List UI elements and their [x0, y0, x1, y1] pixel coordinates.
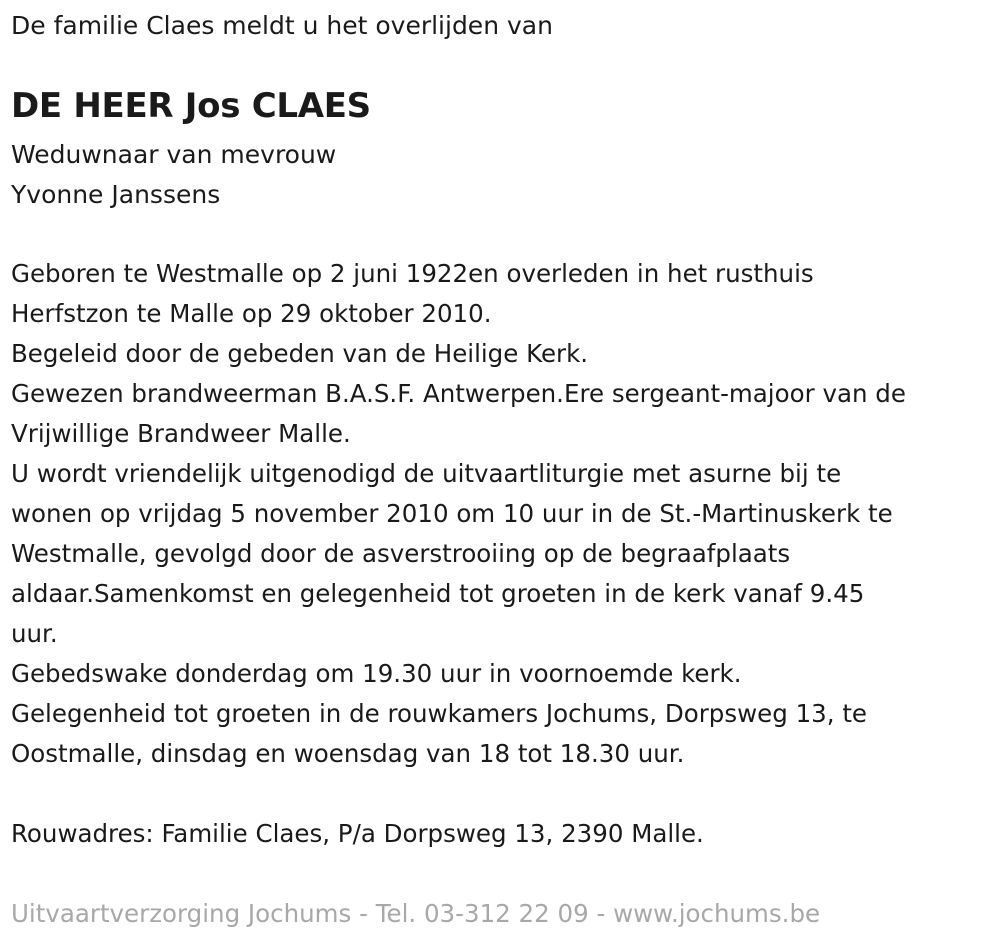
- deceased-name: DE HEER Jos CLAES: [11, 86, 371, 126]
- body-line: Gebedswake donderdag om 19.30 uur in voornoemde kerk.: [11, 659, 742, 688]
- body-line: Westmalle, gevolgd door de asverstrooiing op de begraafplaats: [11, 539, 791, 568]
- intro-text: De familie Claes meldt u het overlijden van: [11, 11, 553, 40]
- body-line: U wordt vriendelijk uitgenodigd de uitvaartliturgie met asurne bij te: [11, 459, 842, 488]
- spouse-info: [11, 135, 336, 215]
- body-line: Oostmalle, dinsdag en woensdag van 18 tot 18.30 uur.: [11, 739, 685, 768]
- body-line: uur.: [11, 619, 58, 648]
- body-line: Gelegenheid tot groeten in de rouwkamers Jochums, Dorpsweg 13, te: [11, 699, 868, 728]
- body-line: Herfstzon te Malle op 29 oktober 2010.: [11, 299, 492, 328]
- body-line: Geboren te Westmalle op 2 juni 1922en overleden in het rusthuis: [11, 259, 814, 288]
- spouse-line-2: Yvonne Janssens: [11, 180, 221, 209]
- spouse-line-1: Weduwnaar van mevrouw: [11, 140, 337, 169]
- body-line: wonen op vrijdag 5 november 2010 om 10 uur in de St.-Martinuskerk te: [11, 499, 893, 528]
- body-line: Begeleid door de gebeden van de Heilige Kerk.: [11, 339, 589, 368]
- body-line: Vrijwillige Brandweer Malle.: [11, 419, 351, 448]
- mourning-address: Rouwadres: Familie Claes, P/a Dorpsweg 13, 2390 Malle.: [11, 819, 704, 848]
- funeral-home-footer: Uitvaartverzorging Jochums - Tel. 03-312 22 09 - www.jochums.be: [11, 899, 821, 928]
- body-line: aldaar.Samenkomst en gelegenheid tot groeten in de kerk vanaf 9.45: [11, 579, 865, 608]
- notice-body: [11, 254, 906, 774]
- body-line: Gewezen brandweerman B.A.S.F. Antwerpen.Ere sergeant-majoor van de: [11, 379, 906, 408]
